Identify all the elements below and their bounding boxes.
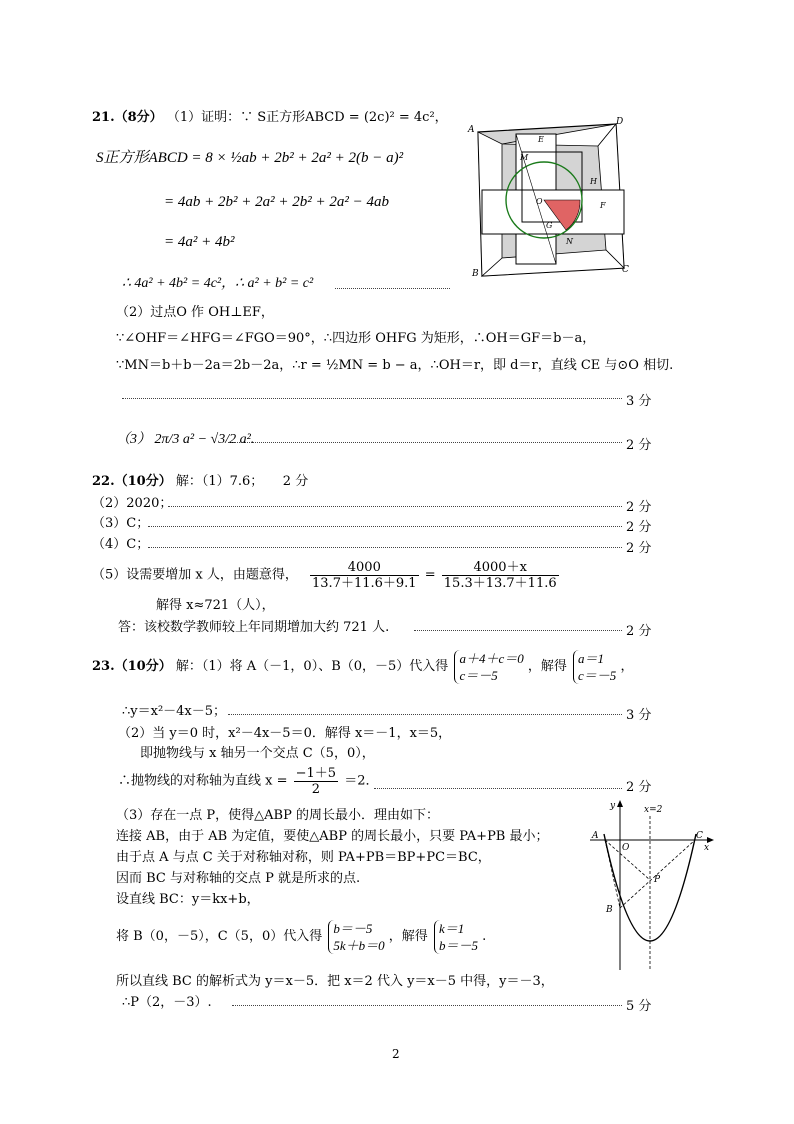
- q22-l4: （4）C；: [92, 537, 150, 552]
- q21-l1: （1）证明：∵ S正方形ABCD = (2c)² = 4c²，: [166, 110, 448, 125]
- q22-l3: （3）C；: [92, 516, 150, 531]
- q22-l2-score: 2 分: [626, 500, 652, 515]
- q22-l7-score: 2 分: [626, 624, 652, 639]
- q21-line1: [92, 110, 448, 126]
- sys4-b: b＝－5: [438, 938, 478, 953]
- label-A: A: [468, 125, 475, 135]
- q21-square-figure: [466, 112, 638, 282]
- q23-p3h-score: 5 分: [626, 999, 652, 1014]
- q21-p3: （3） 2π/3 a² − √3/2 a².: [116, 432, 255, 447]
- q22-l4-score: 2 分: [626, 541, 652, 556]
- q22-l7: 答：该校数学教师较上年同期增加大约 721 人.: [118, 620, 390, 635]
- sys1: [454, 650, 523, 684]
- sys2: [573, 650, 616, 684]
- frac-axis-den: 2: [311, 782, 320, 797]
- q23-l5-post: ＝2．: [344, 773, 379, 789]
- q23-l2-score: 3 分: [626, 708, 652, 723]
- label-F: F: [600, 201, 606, 210]
- label-y: y: [610, 801, 616, 811]
- frac-right-den: 15.3＋13.7＋11.6: [443, 576, 557, 591]
- q21-l3: = 4ab + 2b² + 2a² + 2b² + 2a² − 4ab: [164, 194, 389, 210]
- label-H: H: [590, 177, 597, 186]
- label-G: G: [546, 221, 553, 230]
- frac-left-num: 4000: [310, 560, 419, 576]
- q23-p3f-mid: ，解得: [388, 929, 428, 944]
- q23-l5-pre: ∴抛物线的对称轴为直线 x =: [118, 773, 288, 789]
- label-x: x: [704, 843, 710, 853]
- label-D: D: [616, 117, 624, 127]
- frac-axis-num: −1＋5: [295, 766, 337, 781]
- q21-l5: ∴ 4a² + 4b² = 4c²，∴ a² + b² = c²: [122, 276, 314, 291]
- label-B: B: [606, 905, 613, 915]
- label-A: A: [592, 831, 599, 841]
- line-AB: [605, 840, 620, 908]
- frac-left-den: 13.7＋11.6＋9.1: [312, 576, 417, 591]
- q22-l5-pre: （5）设需要增加 x 人，由题意得，: [92, 567, 298, 583]
- q23-p3a: （3）存在一点 P，使得△ABP 的周长最小．理由如下：: [116, 808, 439, 823]
- q23-l5: [118, 766, 379, 797]
- dotted-leader: [335, 288, 450, 289]
- q23-p3c: 由于点 A 与点 C 关于对称轴对称，则 PA+PB＝BP+PC＝BC，: [116, 850, 491, 865]
- q23-line1: 23.（10分） 解：（1）将 A（－1，0）、B（0，－5）代入得 a＋4＋c＝0 c＝－5 ，解得 a＝1 c＝－5 ，: [92, 651, 634, 683]
- q21-p2b: ∵∠OHF＝∠HFG＝∠FGO＝90°，∴四边形 OHFG 为矩形，∴OH＝GF＝b－a，: [116, 331, 596, 346]
- label-C: C: [622, 265, 629, 275]
- sys4-a: k＝1: [438, 921, 465, 936]
- q22-l1: 解：（1）7.6； 2 分: [175, 474, 309, 489]
- sys4: [434, 920, 478, 954]
- q23-p3h: ∴P（2，－3）.: [122, 995, 212, 1010]
- label-N: N: [566, 237, 573, 246]
- q21-p2-score: 3 分: [626, 394, 652, 409]
- q23-l2: ∴y＝x²－4x－5；: [122, 704, 227, 719]
- q22-l2: （2）2020；: [92, 496, 173, 511]
- q23-p3e: 设直线 BC：y＝kx+b，: [116, 892, 260, 907]
- q23-l1-pre: 解：（1）将 A（－1，0）、B（0，－5）代入得: [175, 659, 449, 674]
- q23-p3d: 因而 BC 与对称轴的交点 P 就是所求的点.: [116, 871, 361, 886]
- q21-l4: = 4a² + 4b²: [164, 234, 235, 250]
- q23-p3f: 将 B（0，－5），C（5，0）代入得 b＝－5 5k＋b＝0 ，解得 k＝1 b＝－5 .: [116, 921, 487, 953]
- q21-p2a: （2）过点O 作 OH⊥EF，: [116, 305, 274, 320]
- q23-l3: （2）当 y＝0 时，x²－4x－5＝0．解得 x＝－1，x＝5，: [118, 726, 452, 741]
- q23-header: 23.（10分）: [92, 659, 172, 674]
- q21-p3-score: 2 分: [626, 438, 652, 453]
- page-number: 2: [392, 1047, 400, 1061]
- line-BC: [620, 840, 695, 908]
- q21-l2: S正方形ABCD = 8 × ½ab + 2b² + 2a² + 2(b − a)²: [96, 150, 404, 166]
- sys2-a: a＝1: [578, 651, 605, 666]
- label-E: E: [538, 135, 544, 144]
- q23-parabola-figure: [586, 798, 716, 974]
- sys2-b: c＝－5: [578, 668, 617, 683]
- q22-l5: （5）设需要增加 x 人，由题意得， $\frac{4000}{13.7+11.6+9.1}$ = $\frac{4000+x}{15.3+13.7+11.6}$: [92, 560, 557, 591]
- label-B: B: [472, 269, 479, 279]
- q22-l3-score: 2 分: [626, 520, 652, 535]
- sys1-a: a＋4＋c＝0: [459, 651, 524, 666]
- label-x2: x=2: [644, 805, 663, 815]
- q23-l5-score: 2 分: [626, 780, 652, 795]
- q22-header: 22.（10分）: [92, 474, 172, 489]
- q21-header: 21.（8分）: [92, 110, 163, 125]
- sys1-b: c＝－5: [459, 668, 498, 683]
- q23-l1-mid: ，解得: [527, 659, 567, 674]
- frac-right-num: 4000＋x: [442, 560, 559, 576]
- label-O: O: [622, 843, 630, 853]
- q22-l6: 解得 x≈721（人），: [156, 598, 275, 613]
- q22-line1: [92, 474, 308, 490]
- label-M: M: [520, 153, 529, 162]
- frac-right: [442, 560, 559, 591]
- q21-p2c: ∵MN＝b＋b－2a＝2b－2a，∴r = ½MN = b − a，∴OH＝r，即 d＝r，直线 CE 与⊙O 相切.: [116, 358, 674, 373]
- label-C: C: [696, 831, 703, 841]
- frac-left: [310, 560, 419, 591]
- sys3-a: b＝－5: [333, 921, 373, 936]
- q23-p3g: 所以直线 BC 的解析式为 y＝x－5．把 x＝2 代入 y＝x－5 中得，y＝－3，: [116, 974, 554, 989]
- q23-p3b: 连接 AB，由于 AB 为定值，要使△ABP 的周长最小，只要 PA+PB 最小；: [116, 829, 549, 844]
- q23-l4: 即抛物线与 x 轴另一个交点 C（5，0），: [140, 746, 375, 761]
- label-P: P: [654, 875, 661, 885]
- label-O: O: [536, 197, 543, 206]
- frac-axis: [294, 766, 338, 797]
- sys3-b: 5k＋b＝0: [333, 938, 385, 953]
- sys3: [328, 920, 384, 954]
- q23-p3f-pre: 将 B（0，－5），C（5，0）代入得: [116, 929, 323, 944]
